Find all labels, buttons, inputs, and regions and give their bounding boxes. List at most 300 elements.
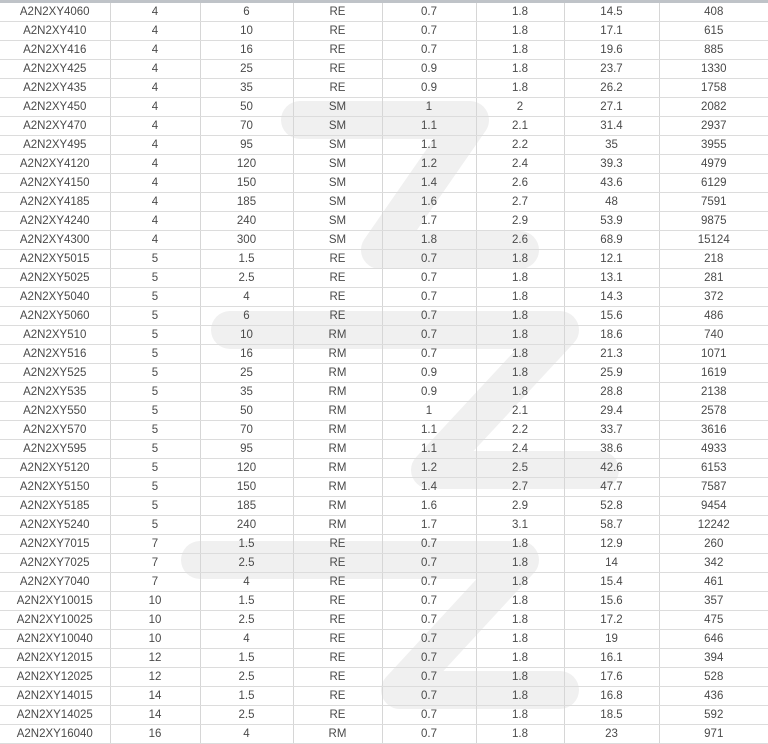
cores-cell: 10 (110, 592, 200, 611)
cross-section-cell: 1.5 (200, 250, 293, 269)
outer-diameter-cell: 31.4 (564, 117, 659, 136)
insulation-thickness-cell: 0.9 (382, 383, 476, 402)
cross-section-cell: 2.5 (200, 706, 293, 725)
type-code-cell: A2N2XY10025 (0, 611, 110, 630)
cross-section-cell: 16 (200, 345, 293, 364)
table-row (0, 41, 768, 60)
conductor-shape-cell: SM (293, 98, 382, 117)
conductor-shape-cell: RE (293, 573, 382, 592)
table-row (0, 402, 768, 421)
outer-diameter-cell: 13.1 (564, 269, 659, 288)
weight-cell: 740 (659, 326, 768, 345)
insulation-thickness-cell: 0.7 (382, 307, 476, 326)
insulation-thickness-cell: 0.7 (382, 41, 476, 60)
table-row (0, 212, 768, 231)
outer-diameter-cell: 27.1 (564, 98, 659, 117)
weight-cell: 2082 (659, 98, 768, 117)
table-row (0, 706, 768, 725)
cores-cell: 4 (110, 60, 200, 79)
weight-cell: 592 (659, 706, 768, 725)
sheath-thickness-cell: 2 (476, 98, 564, 117)
outer-diameter-cell: 18.5 (564, 706, 659, 725)
type-code-cell: A2N2XY4185 (0, 193, 110, 212)
sheath-thickness-cell: 1.8 (476, 288, 564, 307)
sheath-thickness-cell: 1.8 (476, 307, 564, 326)
sheath-thickness-cell: 2.2 (476, 421, 564, 440)
table-row (0, 668, 768, 687)
outer-diameter-cell: 47.7 (564, 478, 659, 497)
cross-section-cell: 35 (200, 79, 293, 98)
table-row (0, 364, 768, 383)
table-row (0, 60, 768, 79)
insulation-thickness-cell: 0.7 (382, 573, 476, 592)
table-row (0, 250, 768, 269)
cross-section-cell: 50 (200, 98, 293, 117)
conductor-shape-cell: RM (293, 478, 382, 497)
conductor-shape-cell: RE (293, 554, 382, 573)
type-code-cell: A2N2XY4120 (0, 155, 110, 174)
sheath-thickness-cell: 1.8 (476, 22, 564, 41)
conductor-shape-cell: RE (293, 687, 382, 706)
conductor-shape-cell: RE (293, 649, 382, 668)
weight-cell: 372 (659, 288, 768, 307)
outer-diameter-cell: 14.3 (564, 288, 659, 307)
cores-cell: 4 (110, 3, 200, 22)
type-code-cell: A2N2XY5185 (0, 497, 110, 516)
type-code-cell: A2N2XY516 (0, 345, 110, 364)
table-row (0, 497, 768, 516)
insulation-thickness-cell: 0.7 (382, 250, 476, 269)
outer-diameter-cell: 23 (564, 725, 659, 744)
outer-diameter-cell: 25.9 (564, 364, 659, 383)
cross-section-cell: 1.5 (200, 649, 293, 668)
table-row (0, 459, 768, 478)
weight-cell: 3616 (659, 421, 768, 440)
weight-cell: 2578 (659, 402, 768, 421)
insulation-thickness-cell: 0.7 (382, 535, 476, 554)
weight-cell: 528 (659, 668, 768, 687)
outer-diameter-cell: 19.6 (564, 41, 659, 60)
weight-cell: 4979 (659, 155, 768, 174)
insulation-thickness-cell: 0.7 (382, 288, 476, 307)
weight-cell: 1330 (659, 60, 768, 79)
sheath-thickness-cell: 1.8 (476, 649, 564, 668)
type-code-cell: A2N2XY570 (0, 421, 110, 440)
sheath-thickness-cell: 2.4 (476, 155, 564, 174)
outer-diameter-cell: 68.9 (564, 231, 659, 250)
table-row (0, 630, 768, 649)
table-row (0, 231, 768, 250)
weight-cell: 3955 (659, 136, 768, 155)
insulation-thickness-cell: 1.8 (382, 231, 476, 250)
cores-cell: 7 (110, 554, 200, 573)
conductor-shape-cell: RE (293, 611, 382, 630)
table-row (0, 326, 768, 345)
sheath-thickness-cell: 1.8 (476, 41, 564, 60)
insulation-thickness-cell: 1 (382, 402, 476, 421)
cores-cell: 4 (110, 22, 200, 41)
type-code-cell: A2N2XY470 (0, 117, 110, 136)
sheath-thickness-cell: 1.8 (476, 668, 564, 687)
insulation-thickness-cell: 0.7 (382, 668, 476, 687)
type-code-cell: A2N2XY14025 (0, 706, 110, 725)
insulation-thickness-cell: 1 (382, 98, 476, 117)
type-code-cell: A2N2XY525 (0, 364, 110, 383)
cross-section-cell: 25 (200, 364, 293, 383)
cross-section-cell: 6 (200, 3, 293, 22)
sheath-thickness-cell: 2.4 (476, 440, 564, 459)
type-code-cell: A2N2XY12015 (0, 649, 110, 668)
sheath-thickness-cell: 2.2 (476, 136, 564, 155)
table-row (0, 3, 768, 22)
conductor-shape-cell: RE (293, 22, 382, 41)
cross-section-cell: 4 (200, 725, 293, 744)
outer-diameter-cell: 16.8 (564, 687, 659, 706)
cores-cell: 4 (110, 155, 200, 174)
insulation-thickness-cell: 1.6 (382, 193, 476, 212)
weight-cell: 971 (659, 725, 768, 744)
table-row (0, 516, 768, 535)
cores-cell: 5 (110, 459, 200, 478)
type-code-cell: A2N2XY7025 (0, 554, 110, 573)
table-row (0, 79, 768, 98)
sheath-thickness-cell: 1.8 (476, 630, 564, 649)
table-row (0, 307, 768, 326)
insulation-thickness-cell: 0.9 (382, 364, 476, 383)
cross-section-cell: 50 (200, 402, 293, 421)
cores-cell: 5 (110, 497, 200, 516)
weight-cell: 7591 (659, 193, 768, 212)
insulation-thickness-cell: 1.7 (382, 212, 476, 231)
table-row (0, 383, 768, 402)
conductor-shape-cell: RE (293, 668, 382, 687)
cross-section-cell: 10 (200, 326, 293, 345)
cores-cell: 12 (110, 668, 200, 687)
conductor-shape-cell: RM (293, 345, 382, 364)
weight-cell: 1619 (659, 364, 768, 383)
table-row (0, 687, 768, 706)
sheath-thickness-cell: 1.8 (476, 79, 564, 98)
cross-section-cell: 2.5 (200, 668, 293, 687)
cores-cell: 4 (110, 117, 200, 136)
type-code-cell: A2N2XY5060 (0, 307, 110, 326)
cores-cell: 4 (110, 136, 200, 155)
cores-cell: 4 (110, 98, 200, 117)
cross-section-cell: 1.5 (200, 592, 293, 611)
type-code-cell: A2N2XY5150 (0, 478, 110, 497)
cores-cell: 5 (110, 345, 200, 364)
conductor-shape-cell: SM (293, 212, 382, 231)
table-row (0, 155, 768, 174)
sheath-thickness-cell: 2.7 (476, 193, 564, 212)
conductor-shape-cell: SM (293, 231, 382, 250)
weight-cell: 218 (659, 250, 768, 269)
cores-cell: 16 (110, 725, 200, 744)
cross-section-cell: 95 (200, 136, 293, 155)
conductor-shape-cell: RM (293, 497, 382, 516)
type-code-cell: A2N2XY12025 (0, 668, 110, 687)
sheath-thickness-cell: 1.8 (476, 687, 564, 706)
weight-cell: 7587 (659, 478, 768, 497)
sheath-thickness-cell: 2.1 (476, 402, 564, 421)
sheath-thickness-cell: 3.1 (476, 516, 564, 535)
cores-cell: 5 (110, 326, 200, 345)
insulation-thickness-cell: 1.7 (382, 516, 476, 535)
weight-cell: 9875 (659, 212, 768, 231)
type-code-cell: A2N2XY5240 (0, 516, 110, 535)
weight-cell: 260 (659, 535, 768, 554)
cross-section-cell: 25 (200, 60, 293, 79)
type-code-cell: A2N2XY410 (0, 22, 110, 41)
insulation-thickness-cell: 0.9 (382, 60, 476, 79)
conductor-shape-cell: RM (293, 516, 382, 535)
sheath-thickness-cell: 1.8 (476, 60, 564, 79)
cores-cell: 4 (110, 41, 200, 60)
cores-cell: 5 (110, 307, 200, 326)
cross-section-cell: 185 (200, 497, 293, 516)
sheath-thickness-cell: 1.8 (476, 250, 564, 269)
table-row (0, 269, 768, 288)
insulation-thickness-cell: 0.7 (382, 725, 476, 744)
cores-cell: 4 (110, 212, 200, 231)
outer-diameter-cell: 39.3 (564, 155, 659, 174)
cores-cell: 5 (110, 516, 200, 535)
sheath-thickness-cell: 2.9 (476, 212, 564, 231)
sheath-thickness-cell: 1.8 (476, 573, 564, 592)
insulation-thickness-cell: 0.7 (382, 22, 476, 41)
type-code-cell: A2N2XY14015 (0, 687, 110, 706)
cross-section-cell: 240 (200, 212, 293, 231)
outer-diameter-cell: 33.7 (564, 421, 659, 440)
type-code-cell: A2N2XY550 (0, 402, 110, 421)
cores-cell: 5 (110, 288, 200, 307)
type-code-cell: A2N2XY416 (0, 41, 110, 60)
conductor-shape-cell: RE (293, 250, 382, 269)
outer-diameter-cell: 12.1 (564, 250, 659, 269)
cores-cell: 10 (110, 611, 200, 630)
conductor-shape-cell: RE (293, 3, 382, 22)
conductor-shape-cell: RM (293, 421, 382, 440)
weight-cell: 15124 (659, 231, 768, 250)
cores-cell: 7 (110, 535, 200, 554)
table-row (0, 478, 768, 497)
cross-section-cell: 1.5 (200, 687, 293, 706)
cross-section-cell: 120 (200, 459, 293, 478)
insulation-thickness-cell: 1.1 (382, 117, 476, 136)
cross-section-cell: 70 (200, 117, 293, 136)
outer-diameter-cell: 21.3 (564, 345, 659, 364)
cross-section-cell: 10 (200, 22, 293, 41)
cores-cell: 14 (110, 687, 200, 706)
cores-cell: 4 (110, 174, 200, 193)
insulation-thickness-cell: 0.7 (382, 687, 476, 706)
cores-cell: 5 (110, 364, 200, 383)
insulation-thickness-cell: 0.7 (382, 630, 476, 649)
weight-cell: 6153 (659, 459, 768, 478)
conductor-shape-cell: RE (293, 288, 382, 307)
weight-cell: 408 (659, 3, 768, 22)
sheath-thickness-cell: 2.5 (476, 459, 564, 478)
cores-cell: 10 (110, 630, 200, 649)
sheath-thickness-cell: 1.8 (476, 364, 564, 383)
insulation-thickness-cell: 1.1 (382, 136, 476, 155)
conductor-shape-cell: RE (293, 630, 382, 649)
outer-diameter-cell: 19 (564, 630, 659, 649)
type-code-cell: A2N2XY450 (0, 98, 110, 117)
insulation-thickness-cell: 1.4 (382, 174, 476, 193)
outer-diameter-cell: 14 (564, 554, 659, 573)
cross-section-cell: 300 (200, 231, 293, 250)
sheath-thickness-cell: 1.8 (476, 611, 564, 630)
sheath-thickness-cell: 1.8 (476, 554, 564, 573)
table-row (0, 193, 768, 212)
outer-diameter-cell: 26.2 (564, 79, 659, 98)
sheath-thickness-cell: 2.1 (476, 117, 564, 136)
sheath-thickness-cell: 2.6 (476, 174, 564, 193)
insulation-thickness-cell: 0.7 (382, 345, 476, 364)
weight-cell: 615 (659, 22, 768, 41)
weight-cell: 4933 (659, 440, 768, 459)
table-row (0, 649, 768, 668)
weight-cell: 1071 (659, 345, 768, 364)
insulation-thickness-cell: 0.7 (382, 592, 476, 611)
sheath-thickness-cell: 1.8 (476, 535, 564, 554)
outer-diameter-cell: 15.6 (564, 307, 659, 326)
cross-section-cell: 240 (200, 516, 293, 535)
type-code-cell: A2N2XY7040 (0, 573, 110, 592)
cross-section-cell: 120 (200, 155, 293, 174)
conductor-shape-cell: SM (293, 136, 382, 155)
conductor-shape-cell: SM (293, 117, 382, 136)
table-row (0, 573, 768, 592)
cores-cell: 14 (110, 706, 200, 725)
type-code-cell: A2N2XY5015 (0, 250, 110, 269)
sheath-thickness-cell: 2.6 (476, 231, 564, 250)
table-row (0, 288, 768, 307)
weight-cell: 2138 (659, 383, 768, 402)
outer-diameter-cell: 17.1 (564, 22, 659, 41)
conductor-shape-cell: RE (293, 79, 382, 98)
cores-cell: 5 (110, 478, 200, 497)
outer-diameter-cell: 53.9 (564, 212, 659, 231)
table-row (0, 421, 768, 440)
cross-section-cell: 2.5 (200, 269, 293, 288)
cores-cell: 7 (110, 573, 200, 592)
outer-diameter-cell: 14.5 (564, 3, 659, 22)
outer-diameter-cell: 16.1 (564, 649, 659, 668)
table-row (0, 98, 768, 117)
cross-section-cell: 150 (200, 174, 293, 193)
conductor-shape-cell: SM (293, 155, 382, 174)
cross-section-cell: 6 (200, 307, 293, 326)
outer-diameter-cell: 15.6 (564, 592, 659, 611)
type-code-cell: A2N2XY4240 (0, 212, 110, 231)
type-code-cell: A2N2XY495 (0, 136, 110, 155)
cores-cell: 5 (110, 440, 200, 459)
insulation-thickness-cell: 0.7 (382, 611, 476, 630)
sheath-thickness-cell: 1.8 (476, 269, 564, 288)
insulation-thickness-cell: 0.7 (382, 649, 476, 668)
insulation-thickness-cell: 1.1 (382, 440, 476, 459)
cores-cell: 4 (110, 79, 200, 98)
outer-diameter-cell: 15.4 (564, 573, 659, 592)
table-row (0, 136, 768, 155)
insulation-thickness-cell: 1.6 (382, 497, 476, 516)
conductor-shape-cell: RE (293, 706, 382, 725)
table-row (0, 554, 768, 573)
outer-diameter-cell: 52.8 (564, 497, 659, 516)
type-code-cell: A2N2XY5040 (0, 288, 110, 307)
weight-cell: 342 (659, 554, 768, 573)
weight-cell: 281 (659, 269, 768, 288)
cores-cell: 4 (110, 193, 200, 212)
conductor-shape-cell: RE (293, 307, 382, 326)
type-code-cell: A2N2XY425 (0, 60, 110, 79)
weight-cell: 6129 (659, 174, 768, 193)
weight-cell: 357 (659, 592, 768, 611)
type-code-cell: A2N2XY16040 (0, 725, 110, 744)
conductor-shape-cell: RE (293, 60, 382, 79)
cores-cell: 5 (110, 269, 200, 288)
weight-cell: 486 (659, 307, 768, 326)
conductor-shape-cell: SM (293, 174, 382, 193)
sheath-thickness-cell: 1.8 (476, 706, 564, 725)
outer-diameter-cell: 29.4 (564, 402, 659, 421)
type-code-cell: A2N2XY10015 (0, 592, 110, 611)
table-row (0, 440, 768, 459)
type-code-cell: A2N2XY4300 (0, 231, 110, 250)
cores-cell: 12 (110, 649, 200, 668)
table-row (0, 22, 768, 41)
insulation-thickness-cell: 1.1 (382, 421, 476, 440)
table-row (0, 174, 768, 193)
insulation-thickness-cell: 1.2 (382, 459, 476, 478)
type-code-cell: A2N2XY10040 (0, 630, 110, 649)
type-code-cell: A2N2XY5025 (0, 269, 110, 288)
conductor-shape-cell: RE (293, 535, 382, 554)
insulation-thickness-cell: 0.7 (382, 554, 476, 573)
outer-diameter-cell: 17.2 (564, 611, 659, 630)
conductor-shape-cell: RE (293, 41, 382, 60)
sheath-thickness-cell: 1.8 (476, 345, 564, 364)
cross-section-cell: 2.5 (200, 611, 293, 630)
type-code-cell: A2N2XY510 (0, 326, 110, 345)
type-code-cell: A2N2XY7015 (0, 535, 110, 554)
cross-section-cell: 4 (200, 288, 293, 307)
cross-section-cell: 16 (200, 41, 293, 60)
cross-section-cell: 70 (200, 421, 293, 440)
outer-diameter-cell: 42.6 (564, 459, 659, 478)
cross-section-cell: 185 (200, 193, 293, 212)
outer-diameter-cell: 18.6 (564, 326, 659, 345)
conductor-shape-cell: RM (293, 383, 382, 402)
outer-diameter-cell: 23.7 (564, 60, 659, 79)
cores-cell: 5 (110, 421, 200, 440)
type-code-cell: A2N2XY4060 (0, 3, 110, 22)
cable-spec-table (0, 3, 768, 744)
table-row (0, 345, 768, 364)
table-row (0, 117, 768, 136)
weight-cell: 394 (659, 649, 768, 668)
outer-diameter-cell: 48 (564, 193, 659, 212)
cross-section-cell: 4 (200, 630, 293, 649)
conductor-shape-cell: RM (293, 326, 382, 345)
outer-diameter-cell: 43.6 (564, 174, 659, 193)
conductor-shape-cell: RM (293, 364, 382, 383)
sheath-thickness-cell: 1.8 (476, 383, 564, 402)
type-code-cell: A2N2XY435 (0, 79, 110, 98)
table-row (0, 592, 768, 611)
